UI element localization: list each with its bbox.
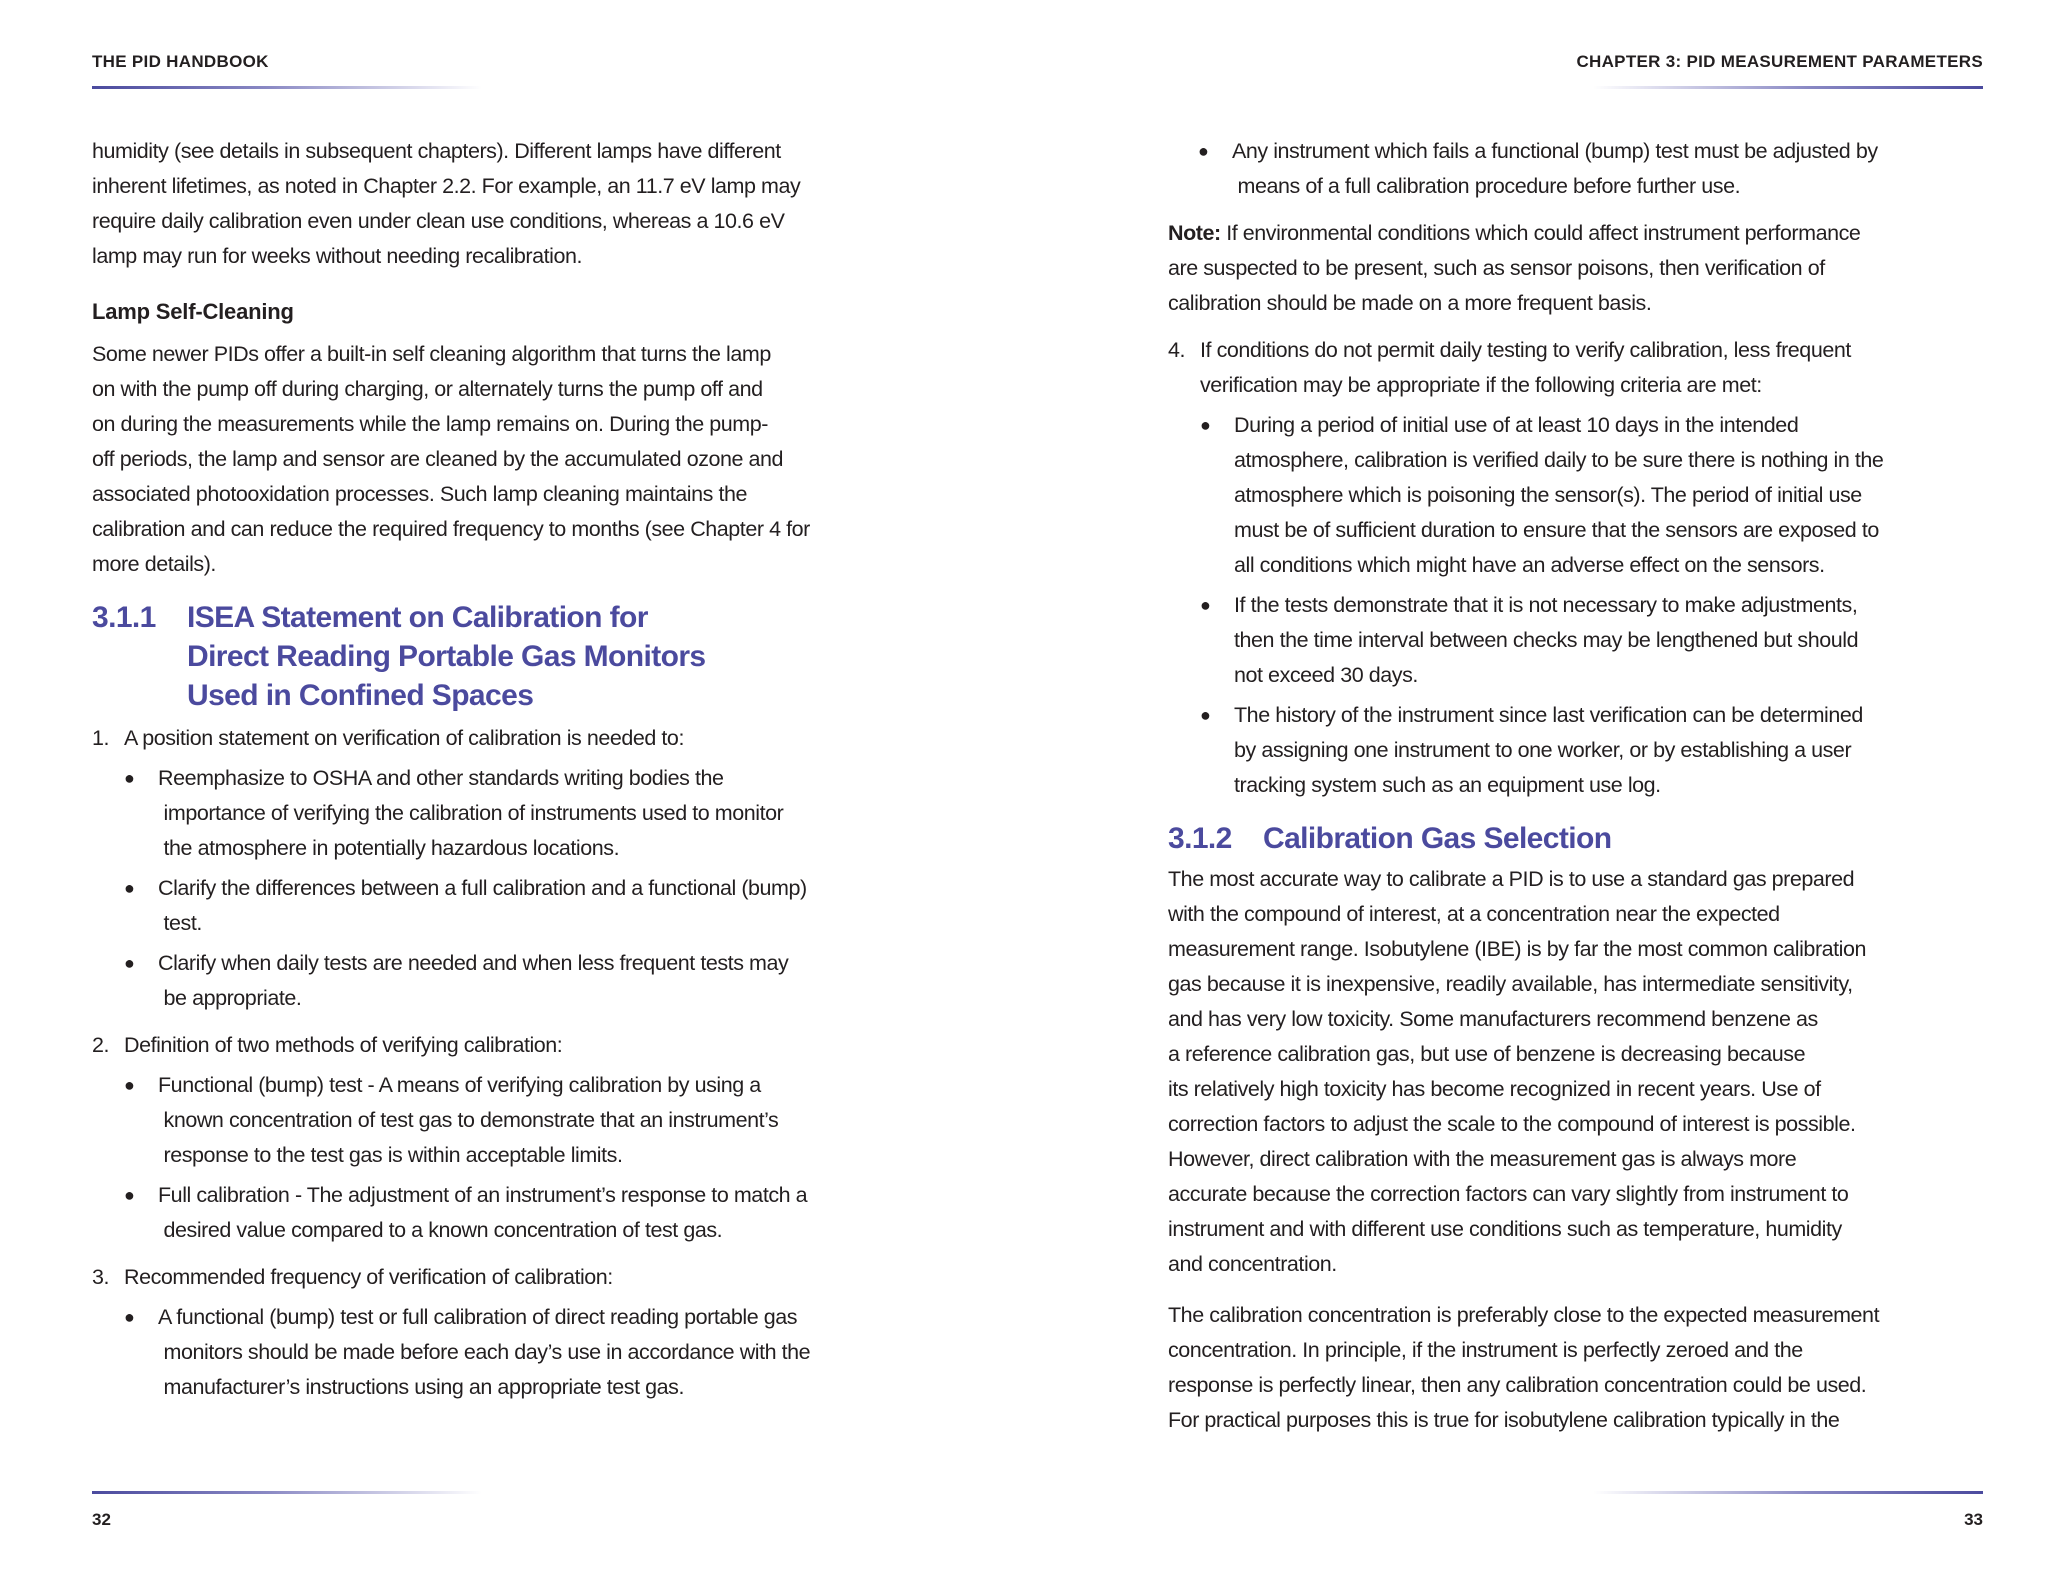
bullet-icon: ● — [1200, 705, 1211, 725]
bullet-item: ● Clarify the differences between a full calibration and a functional (bump) test. — [92, 871, 892, 941]
bullet-icon: ● — [124, 1075, 135, 1095]
bullet-icon: ● — [124, 1185, 135, 1205]
bullet-item: ● Clarify when daily tests are needed and when less frequent tests may be appropriate. — [92, 946, 892, 1016]
section-title: Calibration Gas Selection — [1263, 822, 1612, 855]
page-number: 33 — [1964, 1510, 1983, 1529]
footer-rule — [92, 1491, 482, 1494]
footer-rule — [1593, 1491, 1983, 1494]
calibration-concentration-paragraph: The calibration concentration is preferably close to the expected measurement concentration. In principle, if the instrument is perfectly zeroed and the response is perfectly linear, then any calibration concentration could be used. For practical purposes this is true for isobutylene calibration typically in the — [1168, 1303, 1880, 1432]
numbered-item-2: 2. Definition of two methods of verifying calibration: — [92, 1033, 563, 1057]
note-label: Note: — [1168, 221, 1221, 245]
bullet-icon: ● — [124, 1307, 135, 1327]
bullet-item: ● Reemphasize to OSHA and other standards writing bodies the importance of verifying the calibration of instruments used to monitor the atmosphere in potentially hazardous locations. — [92, 761, 892, 866]
numbered-item-1: 1. A position statement on verification of calibration is needed to: — [92, 726, 684, 750]
running-head: CHAPTER 3: PID MEASUREMENT PARAMETERS — [1576, 52, 1983, 71]
section-number: 3.1.1 — [92, 601, 156, 634]
bullet-icon: ● — [124, 768, 135, 788]
left-content — [92, 134, 892, 1405]
bullet-icon: ● — [1200, 415, 1211, 435]
page-number: 32 — [92, 1510, 111, 1529]
section-heading-3-1-1 — [92, 598, 892, 715]
section-heading-3-1-2 — [1168, 819, 1968, 858]
right-content — [1168, 134, 1968, 1438]
bullet-item: ● A functional (bump) test or full calibration of direct reading portable gas monitors should be made before each day’s use in accordance with the manufacturer’s instructions using an appropriate test gas. — [92, 1300, 892, 1405]
section-number: 3.1.2 — [1168, 822, 1232, 855]
bullet-item: ● If the tests demonstrate that it is not necessary to make adjustments, then the time interval between checks may be lengthened but should not exceed 30 days. — [1168, 588, 1968, 693]
bullet-item: ● Full calibration - The adjustment of an instrument’s response to match a desired value compared to a known concentration of test gas. — [92, 1178, 892, 1248]
header-rule — [92, 86, 482, 89]
bullet-icon: ● — [124, 953, 135, 973]
right-page — [1024, 0, 2048, 1582]
self-cleaning-paragraph: Some newer PIDs offer a built-in self cleaning algorithm that turns the lamp on with the pump off during charging, or alternately turns the pump off and on during the measurements while the lamp remains on. During the pump- off periods, the lamp and sensor are cleaned by the accumulated ozone and associated photooxidation processes. Such lamp cleaning maintains the calibration and can reduce the required frequency to months (see Chapter 4 for more details). — [92, 342, 810, 576]
calibration-gas-paragraph: The most accurate way to calibrate a PID is to use a standard gas prepared with the compound of interest, at a concentration near the expected measurement range. Isobutylene (IBE) is by far the most common calibration gas because it is inexpensive, readily available, has intermediate sensitivity, and has very low toxicity. Some manufacturers recommend benzene as a reference calibration gas, but use of benzene is decreasing because its relatively high toxicity has become recognized in recent years. Use of correction factors to adjust the scale to the compound of interest is possible. However, direct calibration with the measurement gas is always more accurate because the correction factors can vary slightly from instrument to instrument and with different use conditions such as temperature, humidity and concentration. — [1168, 867, 1867, 1276]
bullet-icon: ● — [1198, 141, 1209, 161]
section-title: ISEA Statement on Calibration for Direct Reading Portable Gas Monitors Used in Confined Spaces — [187, 601, 706, 712]
bullet-item: ● Any instrument which fails a functional (bump) test must be adjusted by means of a full calibration procedure before further use. — [1168, 134, 1968, 204]
running-head: THE PID HANDBOOK — [92, 52, 269, 71]
bullet-item: ● During a period of initial use of at least 10 days in the intended atmosphere, calibration is verified daily to be sure there is nothing in the atmosphere which is poisoning the sensor(s). The period of initial use must be of sufficient duration to ensure that the sensors are exposed to all conditions which might have an adverse effect on the sensors. — [1168, 408, 1968, 583]
bullet-item: ● The history of the instrument since last verification can be determined by assigning one instrument to one worker, or by establishing a user tracking system such as an equipment use log. — [1168, 698, 1968, 803]
numbered-item-4: 4. If conditions do not permit daily testing to verify calibration, less frequent verification may be appropriate if the following criteria are met: — [1168, 338, 1851, 397]
header-rule — [1593, 86, 1983, 89]
bullet-icon: ● — [124, 878, 135, 898]
numbered-item-3: 3. Recommended frequency of verification of calibration: — [92, 1265, 613, 1289]
intro-paragraph: humidity (see details in subsequent chapters). Different lamps have different inherent lifetimes, as noted in Chapter 2.2. For example, an 11.7 eV lamp may require daily calibration even under clean use conditions, whereas a 10.6 eV lamp may run for weeks without needing recalibration. — [92, 139, 801, 268]
subheading-lamp-self-cleaning: Lamp Self-Cleaning — [92, 299, 294, 324]
note-paragraph: Note: If environmental conditions which could affect instrument performance are suspected to be present, such as sensor poisons, then verification of calibration should be made on a more frequent basis. — [1168, 221, 1861, 315]
bullet-icon: ● — [1200, 595, 1211, 615]
bullet-item: ● Functional (bump) test - A means of verifying calibration by using a known concentration of test gas to demonstrate that an instrument’s response to the test gas is within acceptable limits. — [92, 1068, 892, 1173]
